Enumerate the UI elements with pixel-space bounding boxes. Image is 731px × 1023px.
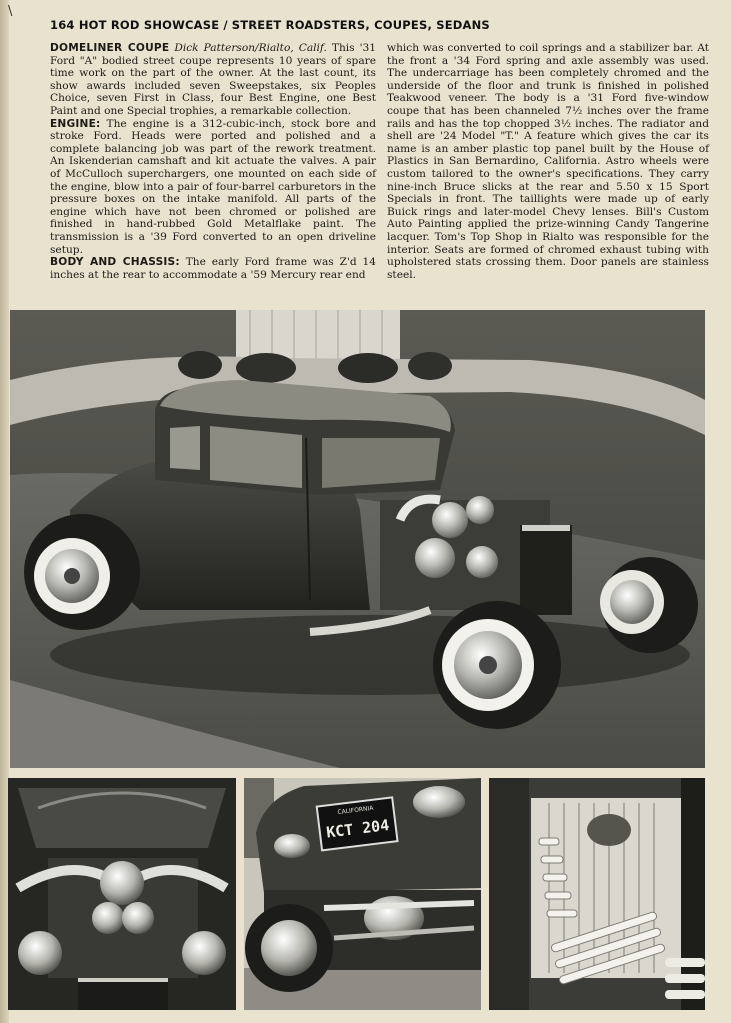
heading-engine: ENGINE: bbox=[50, 117, 101, 130]
heading-domeliner-coupe: DOMELINER COUPE bbox=[50, 42, 170, 54]
engine-text: The engine is a 312-cubic-inch, stock bore and stroke Ford. Heads were ported and polished and a complete balancing job was part of the rework treatment. An Iskenderian camshaft and kit actuate the valves. A pair of McCulloch superchargers, one mounted on each side of the engine, blow into a pair of four-barrel carburetors in the pressure boxes on the intake manifold. All parts of the engine which have not been chromed or polished are finished in hand-rubbed Gold Metalflake paint. The transmission is a '39 Ford converted to an open driveline setup. bbox=[50, 117, 376, 256]
main-car-photo bbox=[10, 310, 705, 768]
paragraph-body-chassis bbox=[50, 256, 376, 281]
corner-mark: \ bbox=[8, 4, 13, 19]
header-separator: / bbox=[223, 18, 228, 32]
plate-number: KCT 204 bbox=[325, 816, 391, 842]
plate-state: CALIFORNIA bbox=[337, 804, 374, 817]
paragraph-engine bbox=[50, 118, 376, 256]
article-column-right: which was converted to coil springs and a stabilizer bar. At the front a '34 Ford spring and axle assembly was used. The undercarriage has been completely chromed and the underside of the floor and trunk is finished in polished Teakwood veneer. The body is a '31 Ford five-window coupe that has been channeled 7½ inches over the frame rails and has the top chopped 3½ inches. The radiator and shell are '24 Model "T." A feature which gives the car its name is an amber plastic top panel built by the House of Plastics in San Bernardino, California. Astro wheels were custom tailored to the owner's specifications. They carry nine-inch Bruce slicks at the rear and 5.50 x 15 Sport Specials in front. The taillights were made up of early Buick rings and later-model Chevy lenses. Bill's Custom Auto Painting applied the prize-winning Candy Tangerine lacquer. Tom's Top Shop in Rialto was responsible for the interior. Seats are formed of chromed exhaust tubing with upholstered stats crossing them. Door panels are stainless steel. bbox=[387, 42, 709, 281]
engine-photo bbox=[8, 778, 236, 1010]
owner-byline: Dick Patterson/Rialto, Calif. bbox=[174, 42, 327, 54]
body-chassis-text: The early Ford frame was Z'd 14 inches at the rear to accommodate a '59 Mercury rear end bbox=[50, 256, 376, 281]
rear-undercarriage-photo bbox=[244, 778, 481, 1010]
page-number: 164 bbox=[50, 18, 75, 32]
page-header bbox=[50, 18, 710, 32]
paragraph-domeliner bbox=[50, 42, 376, 117]
intro-text: This '31 Ford "A" bodied street coupe represents 10 years of spare time work on the part of the owner. At the last count, its show awards included seven Sweepstakes, six Peoples Choice, seven First in Class, four Best Engine, one Best Paint and one Special trophies, a remarkable collection. bbox=[50, 42, 377, 117]
heading-body-chassis: BODY AND CHASSIS: bbox=[50, 256, 180, 269]
subsection-title: STREET ROADSTERS, COUPES, SEDANS bbox=[231, 18, 490, 32]
interior-seat-photo bbox=[489, 778, 705, 1010]
article-column-left bbox=[50, 42, 376, 281]
section-title: HOT ROD SHOWCASE bbox=[78, 18, 220, 32]
